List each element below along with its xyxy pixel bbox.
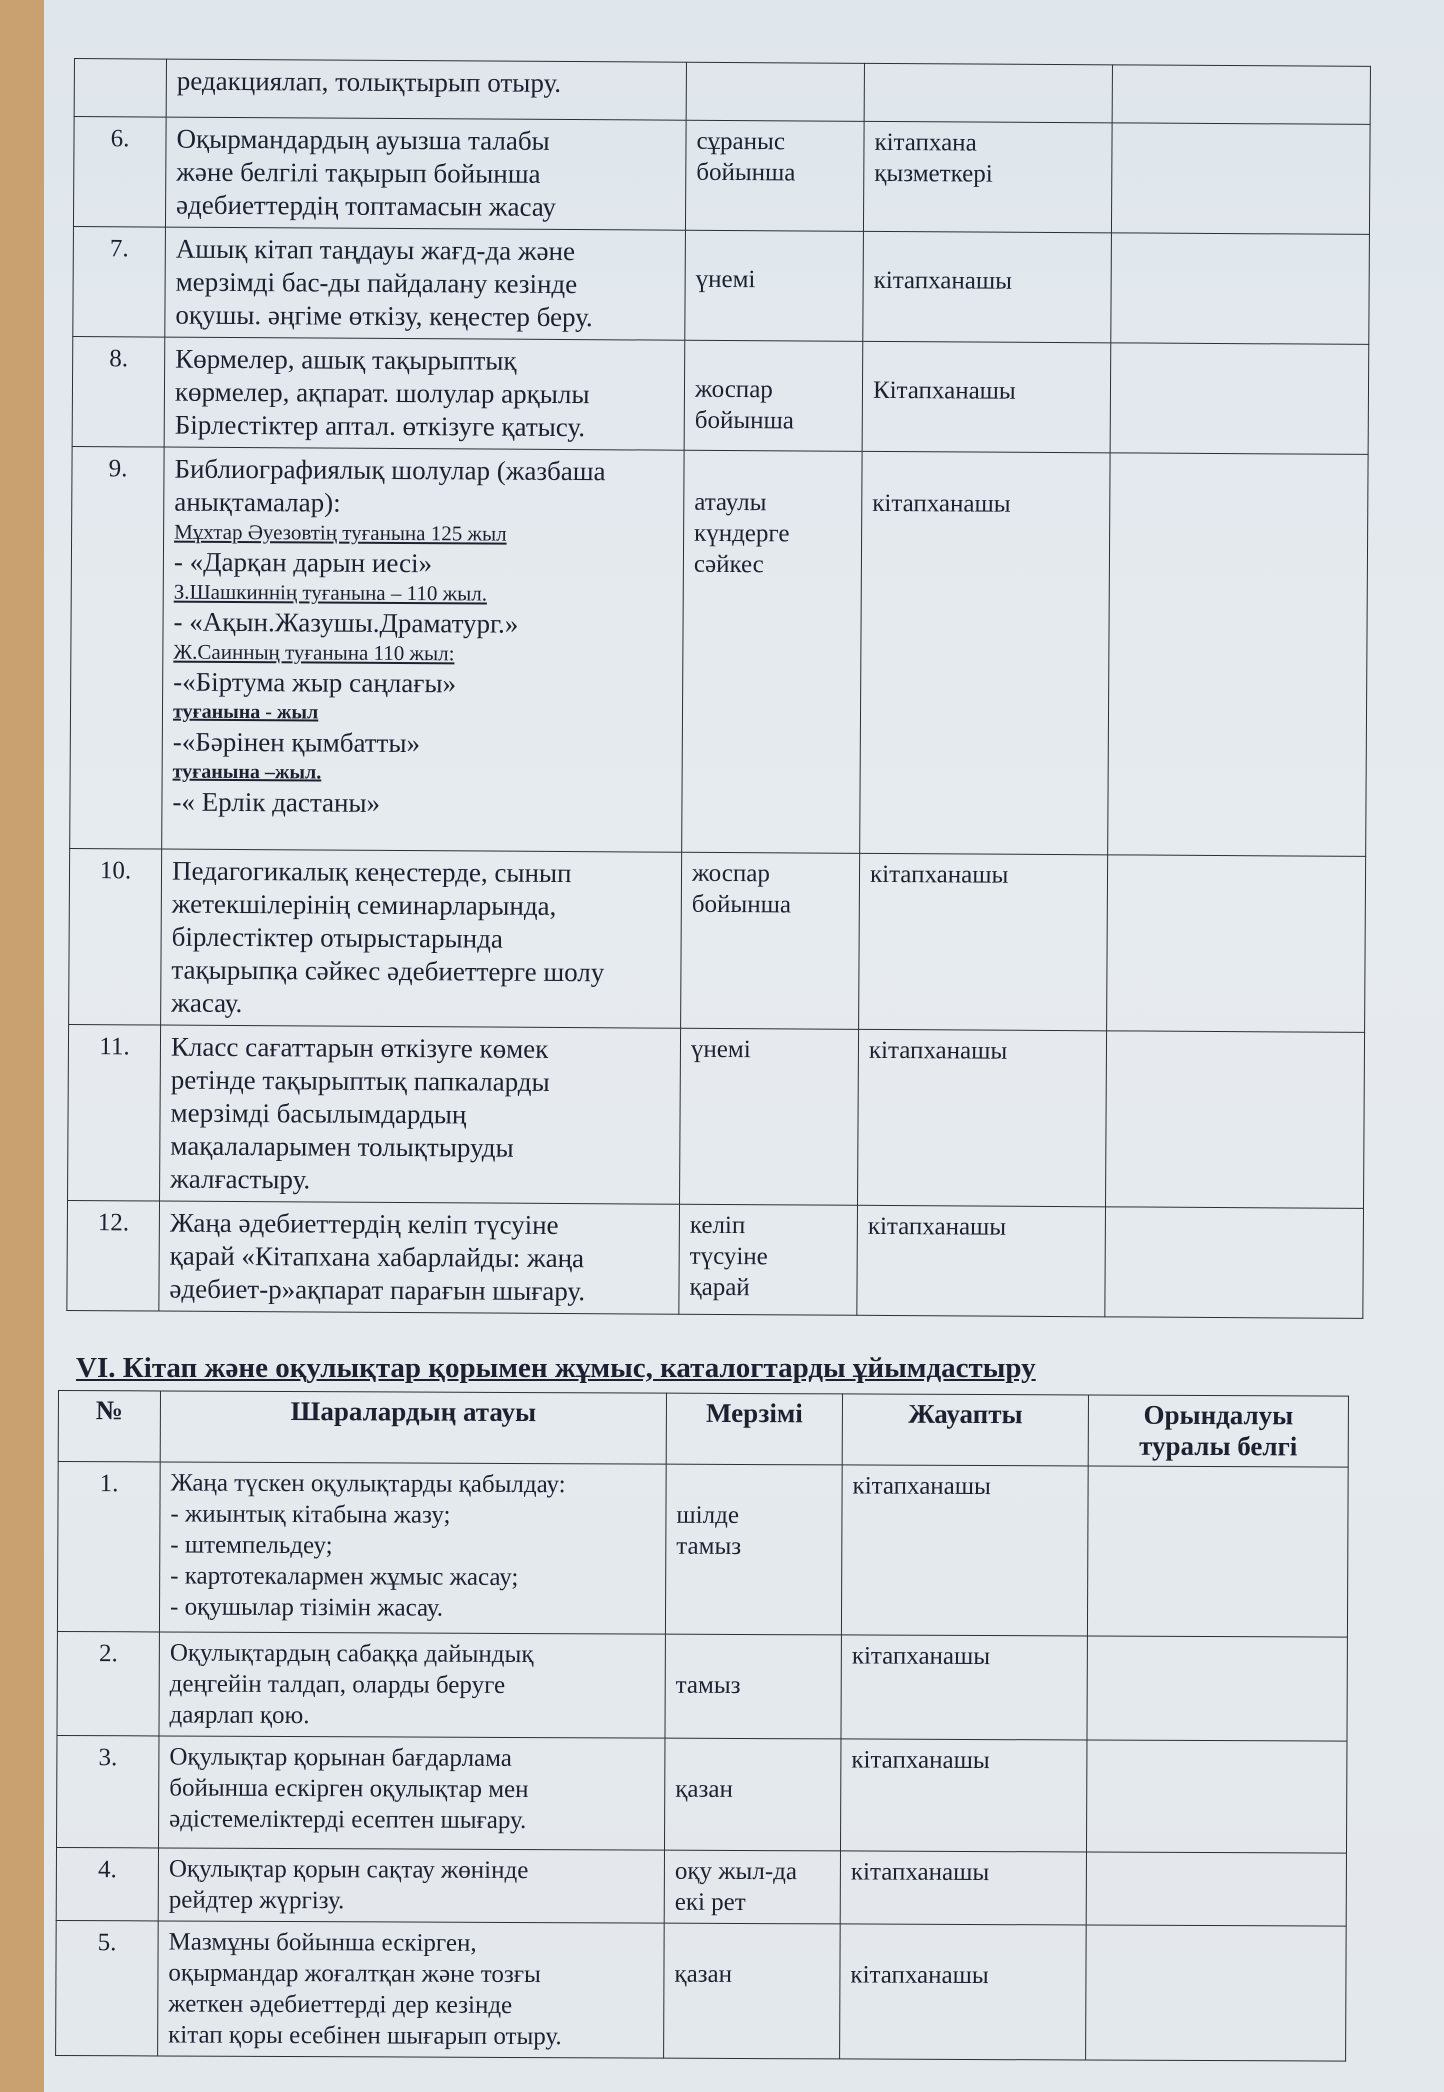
date-cell — [664, 1850, 840, 1924]
date-cell — [684, 340, 863, 451]
task-cell-line: мақалаларымен толықтыруды — [170, 1130, 514, 1163]
row-number: 12. — [67, 1200, 160, 1311]
responsible-cell-line: кітапханашы — [851, 1642, 991, 1671]
completion-mark-cell — [1110, 343, 1369, 455]
task-cell-line: Оқулықтар қорын сақтау жөнінде — [168, 1855, 529, 1885]
table-row — [57, 1631, 1347, 1741]
header-task: Шаралардың атауы — [160, 1391, 666, 1464]
responsible-cell-line: қызметкері — [874, 159, 993, 188]
anniversary-caption: туғанына - жыл — [172, 700, 319, 724]
header-responsible: Жауапты — [842, 1394, 1088, 1466]
review-title: - «Ақын.Жазушы.Драматург.» — [173, 606, 519, 639]
task-heading-line: Библиографиялық шолулар (жазбаша — [174, 453, 606, 487]
task-cell-line: - оқушылар тізімін жасау. — [169, 1593, 444, 1622]
task-cell-line: және белгілі тақырып бойынша — [176, 156, 541, 189]
task-cell — [165, 117, 686, 230]
task-cell-line: әдістемеліктерді есептен шығару. — [169, 1805, 527, 1835]
task-cell-line: Мазмұны бойынша ескірген, — [168, 1928, 477, 1957]
review-title: - «Дарқан дарын иесі» — [173, 546, 433, 579]
date-cell-line: қазан — [675, 1775, 733, 1803]
date-cell — [665, 1634, 841, 1739]
task-cell-line: Оқырмандардың ауызша талабы — [176, 123, 550, 156]
row-number: 9. — [70, 446, 164, 849]
task-cell-line: жетекшілерінің семинарларында, — [171, 888, 557, 921]
task-cell-line: ретінде тақырыптық папкаларды — [170, 1064, 550, 1097]
responsible-cell — [857, 1205, 1106, 1317]
table-row — [70, 446, 1368, 856]
table-row — [57, 1735, 1347, 1853]
task-cell-line: кітап қоры есебінен шығарып отыру. — [168, 2021, 562, 2051]
responsible-cell-line: кітапханашы — [850, 1961, 989, 1990]
completion-mark-cell — [1086, 1852, 1346, 1926]
completion-mark-cell — [1107, 855, 1366, 1033]
table-row — [57, 1462, 1348, 1638]
task-cell-line: көрмелер, ақпарат. шолулар арқылы — [174, 376, 590, 410]
task-cell-line: Жаңа әдебиеттердің келіп түсуіне — [169, 1207, 559, 1240]
task-cell — [160, 1025, 681, 1204]
date-cell-line: шілде — [676, 1501, 740, 1529]
responsible-cell — [862, 341, 1111, 453]
completion-mark-cell — [1111, 233, 1370, 345]
completion-mark-cell — [1106, 1031, 1365, 1209]
task-cell — [159, 1736, 665, 1850]
date-cell-line: үнемі — [695, 265, 756, 294]
anniversary-caption: Мұхтар Әуезовтің туғанына 125 жыл — [174, 519, 507, 546]
completion-mark-cell — [1112, 65, 1370, 125]
responsible-cell-line: кітапханашы — [872, 489, 1011, 518]
date-cell-line: сұраныс — [696, 127, 786, 156]
completion-mark-cell — [1111, 123, 1370, 235]
book-fund-table — [55, 1390, 1349, 2062]
task-cell-line: бірлестіктер отырыстарында — [171, 921, 503, 954]
completion-mark-cell — [1087, 1466, 1348, 1637]
table-header-row — [58, 1391, 1348, 1468]
task-cell-line: - жиынтық кітабына жазу; — [170, 1500, 451, 1529]
row-number: 5. — [56, 1920, 159, 2055]
task-cell — [165, 227, 686, 340]
responsible-cell-line: кітапханашы — [850, 1858, 990, 1887]
review-title: -«Бәрінен қымбатты» — [172, 726, 421, 759]
responsible-cell-line: кітапханашы — [851, 1746, 990, 1775]
section-title: VI. Кітап және оқулықтар қорымен жұмыс, каталогтарды ұйымдастыру — [76, 1352, 1036, 1384]
table-row — [67, 1200, 1364, 1318]
date-cell — [686, 62, 864, 121]
responsible-cell-line: кітапханашы — [867, 1212, 1007, 1241]
responsible-cell — [863, 121, 1112, 233]
task-cell-line: Бірлестіктер аптал. өткізуге қатысу. — [174, 409, 586, 443]
task-cell-line: даярлап қою. — [169, 1701, 310, 1730]
responsible-cell — [841, 1635, 1087, 1740]
row-number: 7. — [73, 226, 166, 337]
responsible-cell-line: кітапхана — [874, 128, 977, 157]
anniversary-caption: З.Шашкиннің туғанына – 110 жыл. — [173, 579, 488, 606]
table-row — [73, 226, 1370, 344]
task-cell-line: қарай «Кітапхана хабарлайды: жаңа — [169, 1240, 585, 1274]
row-number — [74, 59, 166, 118]
completion-mark-cell — [1087, 1636, 1347, 1741]
row-number: 1. — [57, 1462, 160, 1632]
task-cell — [161, 849, 682, 1028]
task-cell — [159, 1462, 666, 1634]
task-cell-line: деңгейін талдап, оларды беруге — [169, 1670, 506, 1699]
task-cell — [159, 1632, 665, 1738]
task-cell-line: Класс сағаттарын өткізуге көмек — [170, 1031, 549, 1064]
anniversary-caption: туғанына –жыл. — [172, 760, 322, 784]
task-cell — [162, 447, 684, 852]
task-cell — [158, 1921, 665, 2058]
row-number: 2. — [57, 1631, 159, 1735]
review-title: -«Біртума жыр саңлағы» — [173, 666, 457, 699]
date-cell — [682, 450, 862, 853]
date-cell-line: түсуіне — [689, 1242, 768, 1271]
header-num: № — [58, 1391, 160, 1462]
task-cell-line: редакциялап, толықтырып отыру. — [176, 65, 562, 98]
task-cell-line: Оқулықтар қорынан бағдарлама — [169, 1743, 512, 1772]
date-cell-line: бойынша — [694, 406, 795, 435]
review-title: -« Ерлік дастаны» — [172, 786, 381, 818]
row-number: 4. — [56, 1847, 158, 1920]
table-row — [73, 117, 1370, 235]
date-cell — [679, 1204, 858, 1315]
date-cell-line: тамыз — [675, 1671, 741, 1699]
responsible-cell — [860, 451, 1110, 855]
task-cell-line: Педагогикалық кеңестерде, сынып — [171, 855, 572, 889]
date-cell — [685, 230, 864, 341]
task-cell-line: Көрмелер, ашық тақырыптық — [175, 343, 517, 376]
task-heading-line: анықтамалар): — [174, 486, 341, 518]
completion-mark-cell — [1086, 1740, 1346, 1853]
task-cell-line: Ашық кітап таңдауы жағд-да және — [175, 233, 576, 267]
responsible-cell-line: кітапханашы — [868, 1036, 1008, 1065]
task-cell-line: Жаңа түскен оқулықтарды қабылдау: — [170, 1469, 566, 1499]
responsible-cell-line: кітапханашы — [869, 860, 1009, 889]
anniversary-caption: Ж.Саинның туғанына 110 жыл: — [173, 639, 455, 666]
task-cell — [158, 1848, 664, 1923]
date-cell — [680, 1028, 859, 1205]
task-cell-line: жеткен әдебиеттерді дер кезінде — [168, 1990, 513, 2019]
task-cell-line: мерзімді басылымдардың — [170, 1097, 467, 1130]
task-cell-line: бойынша ескірген оқулықтар мен — [169, 1774, 529, 1804]
row-number: 10. — [69, 848, 162, 1025]
table-row — [72, 336, 1369, 454]
date-cell — [665, 1464, 842, 1635]
responsible-cell-line: Кітапханашы — [872, 376, 1016, 405]
responsible-cell — [840, 1924, 1087, 2060]
date-cell-line: оқу жыл-да — [674, 1857, 798, 1886]
responsible-cell — [859, 853, 1108, 1031]
date-cell-line: сәйкес — [693, 550, 764, 579]
completion-mark-cell — [1105, 1207, 1364, 1319]
responsible-cell — [840, 1851, 1086, 1925]
task-cell-line: мерзімді бас-ды пайдалану кезінде — [175, 266, 578, 300]
task-cell-line: - штемпельдеу; — [170, 1531, 333, 1560]
task-cell-line: әдебиеттердің топтамасын жасау — [176, 189, 557, 222]
responsible-cell — [858, 1029, 1107, 1207]
task-cell-line: оқушы. әңгіме өткізу, кеңестер беру. — [175, 299, 593, 333]
date-cell-line: бойынша — [691, 890, 792, 919]
plan-table-continued — [66, 58, 1371, 1319]
row-number: 3. — [57, 1735, 159, 1847]
task-cell-line: - картотекалармен жұмыс жасау; — [170, 1562, 519, 1592]
task-cell — [164, 337, 685, 450]
header-mark: Орындалуы туралы белгі — [1088, 1395, 1348, 1467]
responsible-cell — [864, 63, 1112, 123]
task-cell-line: рейдтер жүргізу. — [168, 1886, 345, 1915]
date-cell-line: келіп — [689, 1211, 746, 1240]
table-row — [74, 59, 1370, 125]
date-cell-line: қазан — [674, 1960, 733, 1988]
task-cell-line: оқырмандар жоғалтқан және тозғы — [168, 1959, 541, 1989]
completion-mark-cell — [1086, 1925, 1347, 2061]
date-cell-line: қарай — [689, 1273, 750, 1302]
row-number: 8. — [72, 336, 165, 447]
date-cell-line: күндерге — [694, 519, 790, 548]
date-cell-line: тамыз — [676, 1532, 742, 1560]
date-cell-line: екі рет — [674, 1888, 746, 1917]
task-cell — [166, 59, 686, 120]
completion-mark-cell — [1108, 453, 1368, 857]
date-cell — [685, 120, 864, 231]
table-row — [56, 1847, 1346, 1926]
task-cell-line: жалғастыру. — [170, 1163, 311, 1195]
date-cell-line: атаулы — [694, 488, 767, 517]
row-number: 11. — [68, 1024, 161, 1201]
date-cell-line: үнемі — [690, 1035, 751, 1064]
header-date: Мерзімі — [666, 1393, 842, 1465]
date-cell — [664, 1738, 840, 1851]
responsible-cell-line: кітапханашы — [852, 1472, 991, 1501]
date-cell — [681, 852, 860, 1029]
task-cell-line: тақырыпқа сәйкес әдебиеттерге шолу — [171, 954, 605, 988]
table-row — [69, 848, 1366, 1032]
document-page — [44, 0, 1444, 2092]
responsible-cell-line: кітапханашы — [873, 266, 1013, 295]
responsible-cell — [841, 1465, 1088, 1636]
responsible-cell — [863, 231, 1112, 343]
task-cell-line: әдебиет-р»ақпарат парағын шығару. — [169, 1273, 586, 1307]
date-cell-line: жоспар — [691, 859, 770, 888]
table-row — [68, 1024, 1365, 1208]
task-cell-line: жасау. — [171, 987, 243, 1019]
date-cell-line: бойынша — [696, 158, 796, 187]
task-cell-line: Оқулықтардың сабаққа дайындық — [169, 1639, 534, 1669]
row-number: 6. — [73, 117, 166, 228]
date-cell-line: жоспар — [694, 375, 773, 404]
table-row — [56, 1920, 1347, 2061]
responsible-cell — [840, 1739, 1086, 1852]
task-cell — [159, 1201, 680, 1314]
date-cell — [664, 1923, 841, 2059]
